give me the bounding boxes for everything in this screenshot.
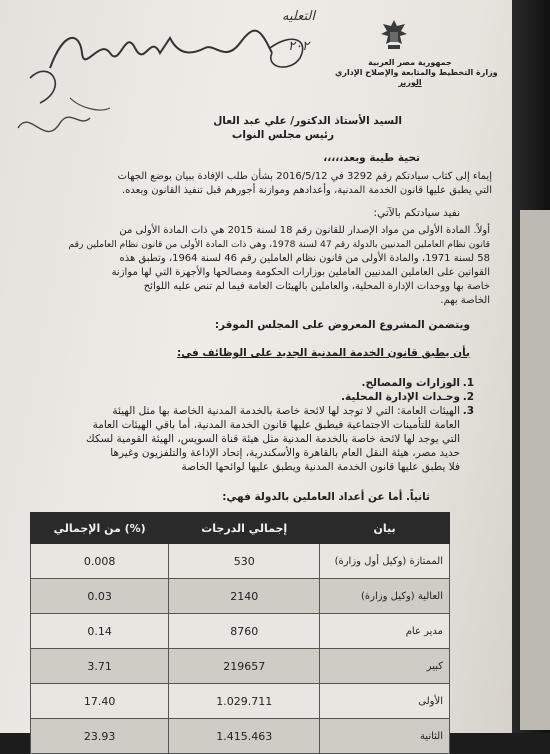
para1-line-6: الخاصة بهم. xyxy=(440,295,490,306)
table-row xyxy=(31,649,450,684)
table-row xyxy=(31,719,450,754)
cell-category: كبير xyxy=(320,649,450,684)
para2-subtitle: بأن يطبق قانون الخدمة المدنية الجديد على الوظائف في: xyxy=(177,347,470,359)
list-item: 3.الهيئات العامة: التي لا توجد لها لائحة خاصة بالخدمة المدنية الخاصة بها مثل الهيئة xyxy=(112,405,474,417)
cell-percent: 3.71 xyxy=(31,649,169,684)
column-header-category: بيان xyxy=(320,513,450,544)
cell-total: 530 xyxy=(169,544,320,579)
cell-percent: 0.03 xyxy=(31,579,169,614)
employees-table xyxy=(30,512,450,754)
cell-percent: 0.14 xyxy=(31,614,169,649)
intro-line-2: التي يطبق عليها قانون الخدمة المدنية، وأعدادهم وموازنة أجورهم قبل تنفيذ القانون وبعده. xyxy=(121,185,492,196)
cell-category: الأولى xyxy=(320,684,450,719)
cell-total: 2140 xyxy=(169,579,320,614)
handwritten-number: ٢٠٢ xyxy=(288,39,309,54)
intro-line-1: إيماء إلى كتاب سيادتكم رقم 3292 في 2016/5/12 بشأن طلب الإفادة ببيان بوضع الجهات xyxy=(117,171,492,182)
notice-line: نفيد سيادتكم بالآتي: xyxy=(373,207,460,219)
para1-line-1: أولاً. المادة الأولى من مواد الإصدار للقانون رقم 18 لسنة 2015 هي ذات المادة الأولى من xyxy=(119,225,490,236)
addressee-name: السيد الأستاذ الدكتور/ علي عبد العال xyxy=(213,115,402,127)
table-header-row xyxy=(31,513,450,544)
table-row xyxy=(31,684,450,719)
letterhead-ministry: وزارة التخطيط والمتابعة والإصلاح الإداري xyxy=(335,68,498,77)
para1-line-2: قانون نظام العاملين المدنيين بالدولة رقم 47 لسنة 1978، وهي ذات المادة الأولى من قانون نظام العاملين رقم xyxy=(68,239,490,250)
cell-category: مدير عام xyxy=(320,614,450,649)
underlying-sheet xyxy=(520,210,550,730)
cell-category: الممتازة (وكيل أول وزارة) xyxy=(320,544,450,579)
para2-title: ويتضمن المشروع المعروض على المجلس الموقر: xyxy=(214,319,470,331)
greeting: تحية طيبة وبعد،،،،، xyxy=(323,152,420,164)
cell-percent: 17.40 xyxy=(31,684,169,719)
column-header-total: إجمالي الدرجات xyxy=(169,513,320,544)
list-item-continuation: فلا يطبق عليها قانون الخدمة المدنية ويطبق عليها لوائحها الخاصة xyxy=(181,461,460,473)
cell-total: 219657 xyxy=(169,649,320,684)
eagle-emblem-icon xyxy=(379,18,409,52)
cell-total: 1.415.463 xyxy=(169,719,320,754)
cell-category: العالية (وكيل وزارة) xyxy=(320,579,450,614)
scope-list xyxy=(34,376,474,474)
cell-total: 8760 xyxy=(169,614,320,649)
list-item-continuation: حديد مصر، هيئة النقل العام بالقاهرة والأسكندرية، إتحاد الإذاعة والتلفزيون وغيرها xyxy=(110,447,460,459)
letterhead xyxy=(335,58,498,88)
list-item: 2.وحـدات الإدارة المحلية. xyxy=(341,391,474,403)
section2-title: ثانياً. أما عن أعداد العاملين بالدولة فهي: xyxy=(222,491,430,503)
column-header-percent: (%) من الإجمالي xyxy=(31,513,169,544)
cell-total: 1.029.711 xyxy=(169,684,320,719)
letterhead-country: جمهورية مصر العربية xyxy=(368,58,452,67)
list-item-continuation: التي يوجد لها لائحة خاصة بالخدمة المدنية مثل هيئة قناة السويس، الهيئة القومية لسكك xyxy=(85,433,460,445)
list-item: 1.الوزارات والمصالح. xyxy=(361,377,474,389)
letterhead-minister: الوزير xyxy=(398,78,422,87)
para1-line-4: القوانين على العاملين المدنيين العاملين بوزارات الحكومة ومصالحها والأجهزة التي لها موازنة xyxy=(111,267,490,278)
table-row xyxy=(31,544,450,579)
list-item-continuation: العامة للتأمينات الاجتماعية فيطبق عليها قانون الخدمة المدنية، أما باقي الهيئات العامة xyxy=(92,419,460,431)
table-row xyxy=(31,614,450,649)
para1-line-3: 58 لسنة 1971، والمادة الأولى من قانون نظام العاملين رقم 46 لسنة 1964، وتطبق هذه xyxy=(119,253,490,264)
handwritten-note: التعليه xyxy=(282,9,315,24)
cell-percent: 0.008 xyxy=(31,544,169,579)
table-row xyxy=(31,579,450,614)
cell-percent: 23.93 xyxy=(31,719,169,754)
addressee-title: رئيس مجلس النواب xyxy=(231,129,334,141)
para1-line-5: خاصة بها ووحدات الإدارة المحلية، والعاملين بالهيئات العامة فيما لم تنص عليه اللوائح xyxy=(143,281,490,292)
cell-category: الثانية xyxy=(320,719,450,754)
background-edge xyxy=(512,0,550,733)
